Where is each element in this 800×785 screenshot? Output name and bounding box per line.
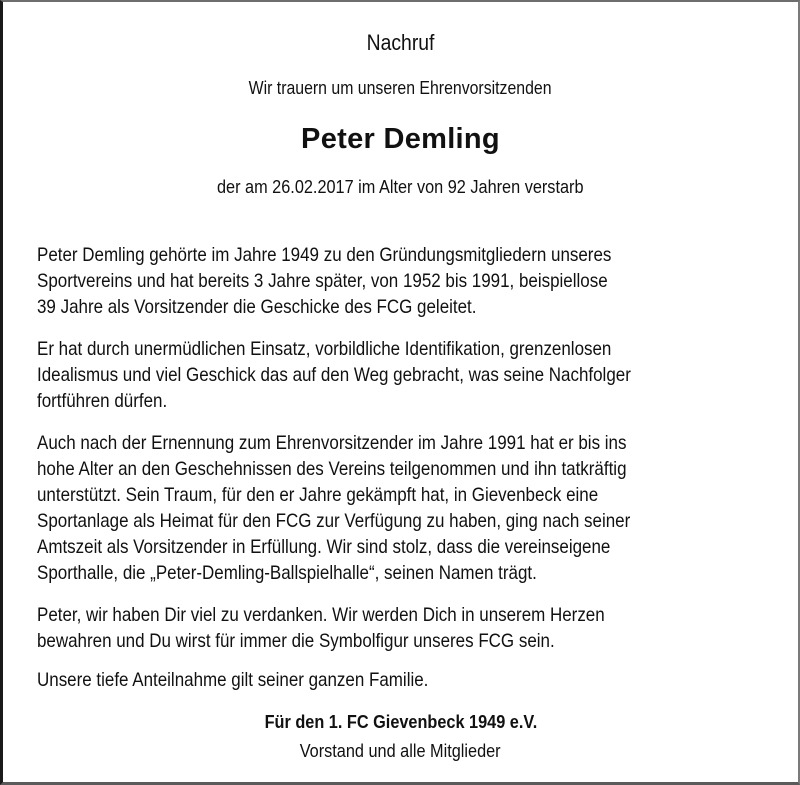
intro-line: Wir trauern um unseren Ehrenvorsitzenden xyxy=(249,78,552,98)
text-line: hohe Alter an den Geschehnissen des Vereins teilgenommen und ihn tatkräftig xyxy=(37,458,627,480)
paragraph-condolence xyxy=(37,667,797,693)
text-line: Auch nach der Ernennung zum Ehrenvorsitzender im Jahre 1991 hat er bis ins xyxy=(37,432,627,454)
text-line: Peter Demling gehörte im Jahre 1949 zu den Gründungsmitgliedern unseres xyxy=(37,244,612,266)
text-line: unterstützt. Sein Traum, für den er Jahre gekämpft hat, in Gievenbeck eine xyxy=(37,484,599,506)
deceased-name: Peter Demling xyxy=(301,123,500,155)
death-date-line: der am 26.02.2017 im Alter von 92 Jahren verstarb xyxy=(217,176,584,197)
text-line: Idealismus und viel Geschick das auf den Weg gebracht, was seine Nachfolger xyxy=(37,364,631,386)
paragraph-commitment xyxy=(37,336,797,414)
paragraph-honorary xyxy=(37,430,797,586)
text-line: 39 Jahre als Vorsitzender die Geschicke des FCG geleitet. xyxy=(37,296,477,318)
text-line: fortführen dürfen. xyxy=(37,390,168,412)
notice-heading: Nachruf xyxy=(366,30,435,55)
text-line: Amtszeit als Vorsitzender in Erfüllung. Wir sind stolz, dass die vereinseigene xyxy=(37,536,611,558)
text-line: Unsere tiefe Anteilnahme gilt seiner ganzen Familie. xyxy=(37,669,429,691)
text-line: Peter, wir haben Dir viel zu verdanken. Wir werden Dich in unserem Herzen xyxy=(37,604,605,626)
text-line: Er hat durch unermüdlichen Einsatz, vorbildliche Identifikation, grenzenlosen xyxy=(37,338,612,360)
text-line: bewahren und Du wirst für immer die Symbolfigur unseres FCG sein. xyxy=(37,630,555,652)
text-line: Sportvereins und hat bereits 3 Jahre später, von 1952 bis 1991, beispiellose xyxy=(37,270,608,292)
paragraph-founding xyxy=(37,242,797,320)
text-line: Sportanlage als Heimat für den FCG zur Verfügung zu haben, ging nach seiner xyxy=(37,510,631,532)
paragraph-gratitude xyxy=(37,602,797,654)
text-line: Sporthalle, die „Peter-Demling-Ballspielhalle“, seinen Namen trägt. xyxy=(37,562,537,584)
signature-members: Vorstand und alle Mitglieder xyxy=(300,740,501,761)
signature-organization: Für den 1. FC Gievenbeck 1949 e.V. xyxy=(264,711,537,732)
